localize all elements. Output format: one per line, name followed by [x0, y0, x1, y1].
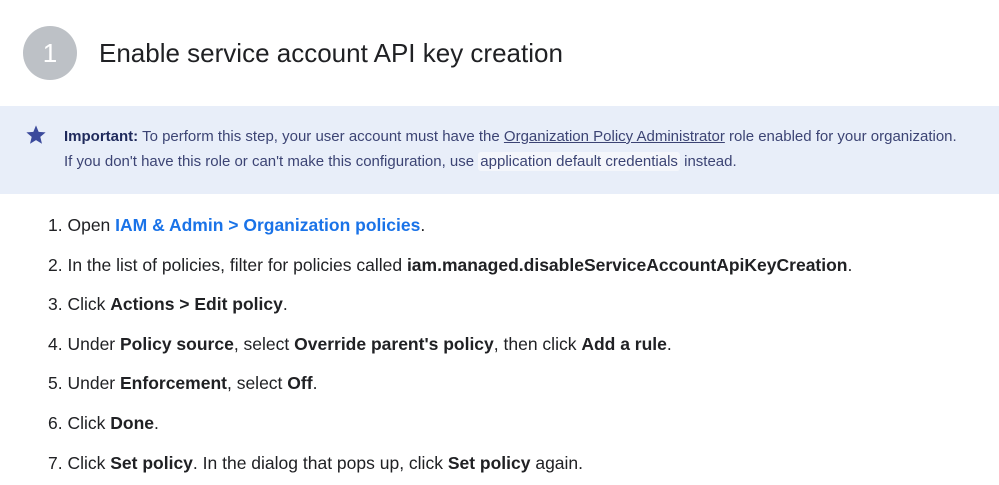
- step-header: [0, 0, 999, 106]
- step-item-4: [48, 330, 852, 370]
- step-text: Under: [67, 333, 120, 354]
- step-bold-text: Off: [287, 373, 313, 394]
- step-text: . In the dialog that pops up, click: [192, 452, 448, 473]
- step-text: , select: [226, 373, 288, 394]
- step-text: Open: [67, 215, 116, 235]
- step-text: .: [420, 215, 426, 235]
- star-icon: [25, 124, 47, 146]
- org-policies-link[interactable]: IAM & Admin > Organization policies: [115, 215, 421, 235]
- step-bold-text: Set policy: [447, 452, 531, 473]
- step-number: 7.: [48, 452, 68, 473]
- step-text: , select: [233, 333, 295, 354]
- note-text-1: To perform this step, your user account must have the: [138, 128, 504, 145]
- step-text: .: [154, 412, 159, 433]
- step-text: .: [312, 373, 318, 394]
- step-number: 3.: [48, 294, 68, 315]
- step-text: Click: [67, 452, 111, 473]
- step-bold-text: iam.managed.disableServiceAccountApiKeyCreation: [406, 254, 848, 275]
- step-text: In the list of policies, filter for policies called: [67, 254, 407, 275]
- step-number-badge: 1: [23, 26, 77, 80]
- step-item-7: [48, 449, 852, 485]
- step-text: again.: [530, 452, 584, 473]
- step-text: Under: [67, 373, 120, 394]
- step-text: Click: [67, 294, 111, 315]
- step-item-1: [48, 211, 852, 251]
- steps-list: [48, 211, 852, 485]
- step-item-5: [48, 369, 852, 409]
- org-policy-admin-link[interactable]: Organization Policy Administrator: [503, 128, 725, 145]
- step-text: , then click: [493, 333, 582, 354]
- step-bold-text: Enforcement: [120, 373, 227, 394]
- step-number: 2.: [48, 254, 68, 275]
- step-number: 6.: [48, 412, 68, 433]
- step-number: 4.: [48, 333, 68, 354]
- step-title: Enable service account API key creation: [99, 38, 563, 68]
- step-text: Click: [67, 412, 111, 433]
- step-item-3: [48, 290, 852, 330]
- step-number: 5.: [48, 373, 68, 394]
- step-bold-text: Add a rule: [581, 333, 667, 354]
- step-bold-text: Done: [110, 412, 154, 433]
- note-label: Important:: [64, 128, 139, 145]
- note-text-3: instead.: [679, 153, 737, 170]
- step-item-2: [48, 251, 852, 291]
- note-text-2: role enabled for your organization. If you don't have this role or can't make this configuration, use: [64, 128, 957, 170]
- step-text: .: [847, 254, 853, 275]
- step-text: .: [666, 333, 672, 354]
- step-number: 1.: [48, 215, 68, 235]
- step-bold-text: Actions > Edit policy: [110, 294, 283, 315]
- adc-code-chip[interactable]: application default credentials: [480, 153, 678, 170]
- step-bold-text: Policy source: [120, 333, 234, 354]
- step-text: .: [282, 294, 288, 315]
- step-bold-text: Set policy: [110, 452, 193, 473]
- step-bold-text: Override parent's policy: [294, 333, 494, 354]
- step-item-6: [48, 409, 852, 449]
- note-text: [64, 124, 964, 174]
